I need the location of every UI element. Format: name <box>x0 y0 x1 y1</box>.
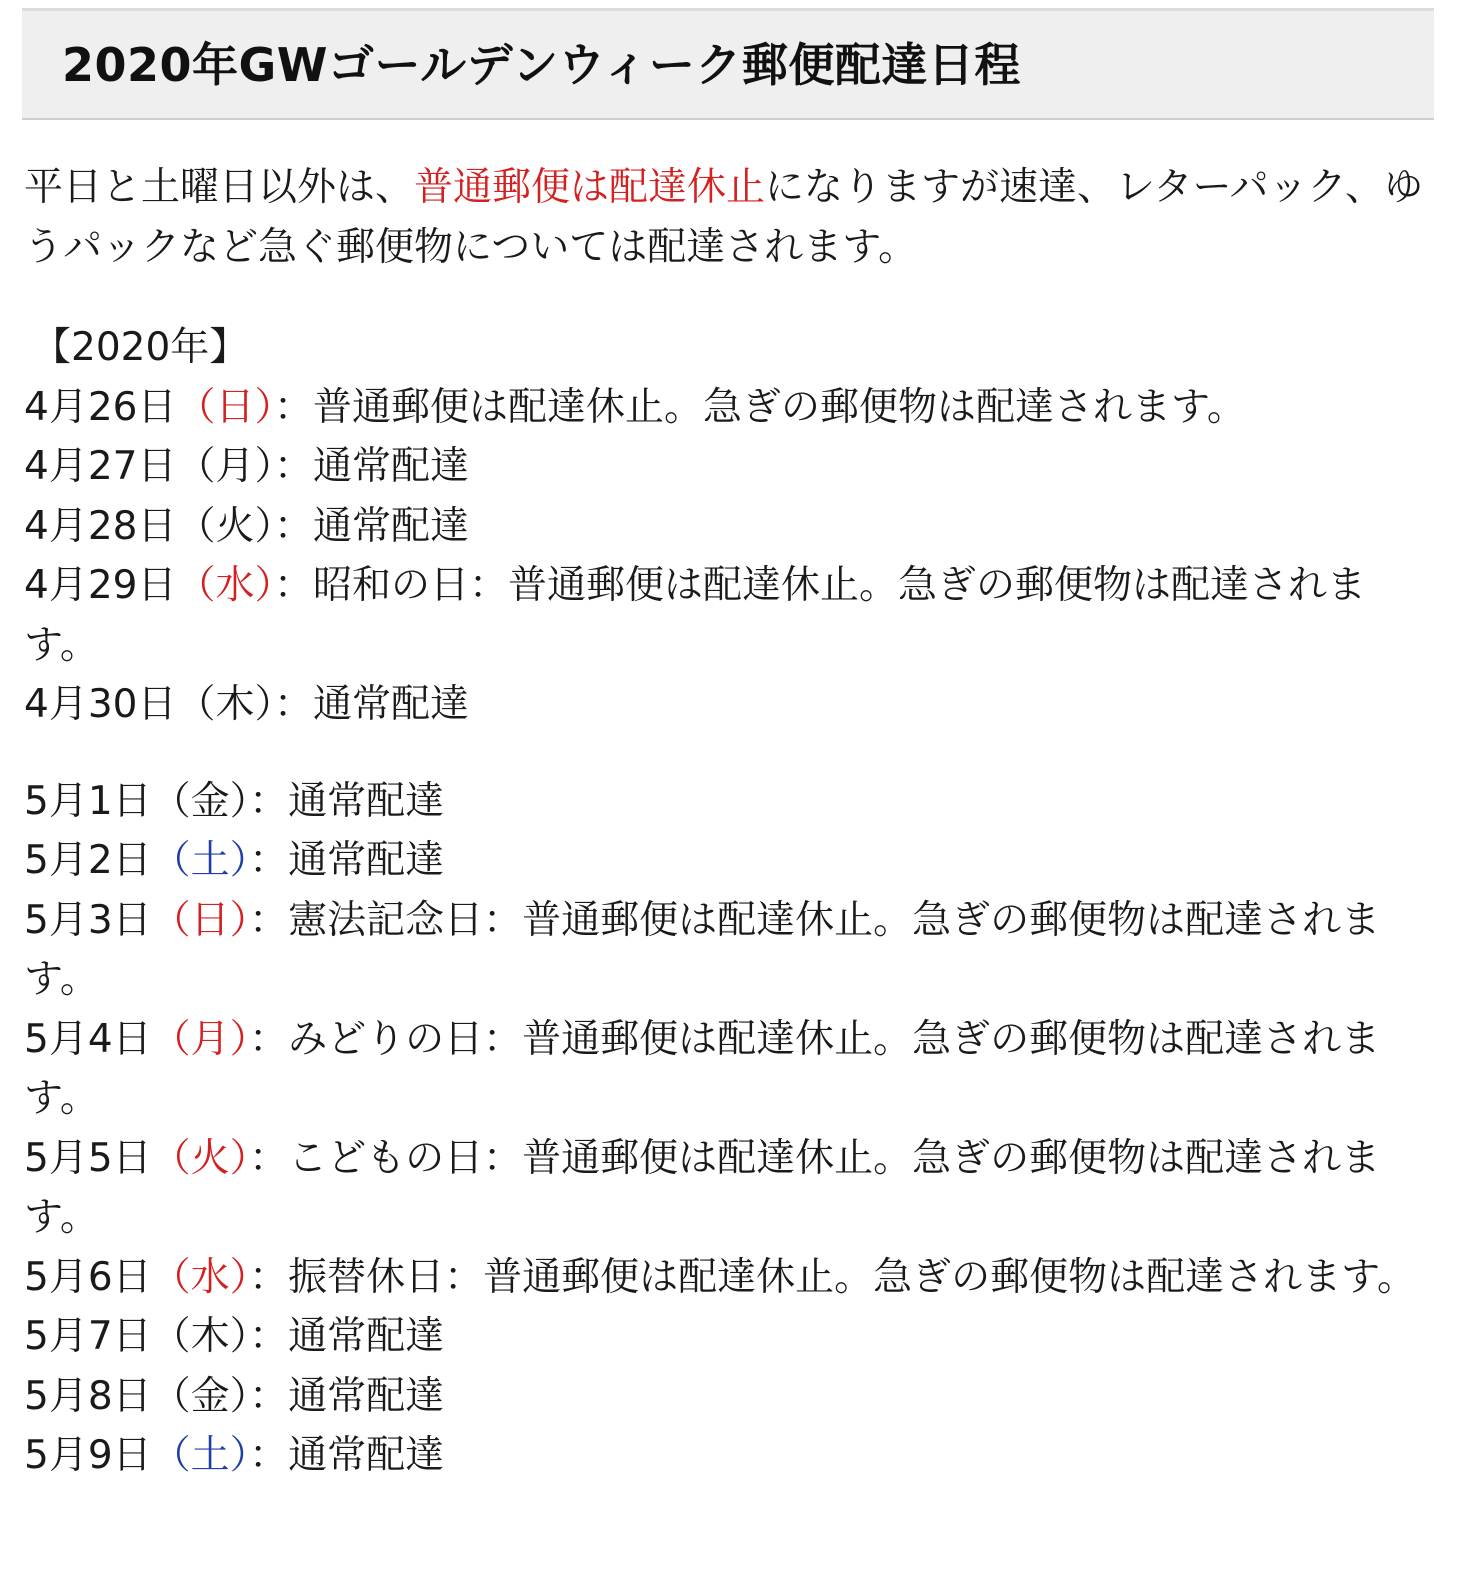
schedule-status: ：みどりの日：普通郵便は配達休止。急ぎの郵便物は配達されます。 <box>24 1016 1381 1121</box>
schedule-row <box>24 497 1424 557</box>
schedule-status: ：通常配達 <box>249 1314 445 1359</box>
year-label: 【2020年】 <box>32 325 249 370</box>
schedule-day: （日） <box>151 897 250 943</box>
schedule-date: 5月3日 <box>24 897 152 943</box>
schedule-status: ：通常配達 <box>249 838 445 883</box>
schedule-day: （土） <box>151 838 250 883</box>
intro-text-rest: になりますが速達、レターパック、ゆうパックなど急ぐ郵便物については配達されます。 <box>24 165 1423 270</box>
schedule-status: ：通常配達 <box>273 682 469 727</box>
schedule-date: 5月8日 <box>24 1373 152 1419</box>
schedule-date: 5月2日 <box>24 838 152 883</box>
schedule-row <box>24 1248 1424 1308</box>
schedule-row <box>24 1129 1424 1248</box>
delivery-schedule <box>24 318 1424 1486</box>
schedule-day: （月） <box>151 1016 250 1062</box>
schedule-day: （水） <box>151 1254 250 1300</box>
intro-text: 平日と土曜日以外は、 <box>24 165 415 210</box>
schedule-date: 4月30日 <box>24 682 177 727</box>
schedule-status: ：振替休日：普通郵便は配達休止。急ぎの郵便物は配達されます。 <box>249 1254 1417 1300</box>
schedule-date: 5月6日 <box>24 1254 152 1300</box>
schedule-status: ：通常配達 <box>249 1433 445 1478</box>
section-heading: 2020年GWゴールデンウィーク郵便配達日程 <box>62 38 1021 92</box>
schedule-status: ：通常配達 <box>273 444 469 489</box>
schedule-row <box>24 1367 1424 1427</box>
schedule-row <box>24 556 1424 675</box>
schedule-date: 5月4日 <box>24 1016 152 1062</box>
schedule-day: （日） <box>176 384 274 430</box>
section-gap <box>24 735 1424 772</box>
schedule-status: ：昭和の日：普通郵便は配達休止。急ぎの郵便物は配達されます。 <box>24 563 1366 668</box>
schedule-status: ：通常配達 <box>273 503 469 549</box>
schedule-day: （金） <box>151 778 250 824</box>
section-heading-box <box>22 8 1434 120</box>
april-schedule <box>24 378 1424 735</box>
schedule-day: （木） <box>151 1314 250 1359</box>
schedule-day: （火） <box>151 1135 250 1181</box>
schedule-date: 4月26日 <box>24 384 177 430</box>
schedule-date: 4月28日 <box>24 503 177 549</box>
schedule-date: 5月1日 <box>24 778 152 824</box>
schedule-date: 4月27日 <box>24 444 177 489</box>
schedule-row <box>24 378 1424 438</box>
schedule-row <box>24 831 1424 891</box>
intro-paragraph <box>24 158 1424 278</box>
schedule-row <box>24 1426 1424 1486</box>
schedule-day: （金） <box>151 1373 250 1419</box>
schedule-status: ：通常配達 <box>249 1373 445 1419</box>
schedule-row <box>24 772 1424 832</box>
schedule-day: （水） <box>176 563 274 608</box>
schedule-date: 5月7日 <box>24 1314 152 1359</box>
schedule-status: ：通常配達 <box>249 778 445 824</box>
schedule-date: 5月5日 <box>24 1135 152 1181</box>
schedule-date: 4月29日 <box>24 563 177 608</box>
may-schedule <box>24 772 1424 1486</box>
schedule-row <box>24 891 1424 1010</box>
schedule-date: 5月9日 <box>24 1433 152 1478</box>
schedule-day: （土） <box>151 1433 250 1478</box>
schedule-row <box>24 1010 1424 1129</box>
schedule-row <box>24 1307 1424 1367</box>
schedule-row <box>24 437 1424 497</box>
schedule-status: ：普通郵便は配達休止。急ぎの郵便物は配達されます。 <box>273 384 1246 430</box>
schedule-day: （月） <box>176 444 274 489</box>
intro-emphasis: 普通郵便は配達休止 <box>414 165 766 210</box>
schedule-day: （火） <box>176 503 274 549</box>
schedule-day: （木） <box>176 682 274 727</box>
schedule-status: ：憲法記念日：普通郵便は配達休止。急ぎの郵便物は配達されます。 <box>24 897 1381 1002</box>
schedule-row <box>24 675 1424 735</box>
schedule-status: ：こどもの日：普通郵便は配達休止。急ぎの郵便物は配達されます。 <box>24 1135 1381 1240</box>
